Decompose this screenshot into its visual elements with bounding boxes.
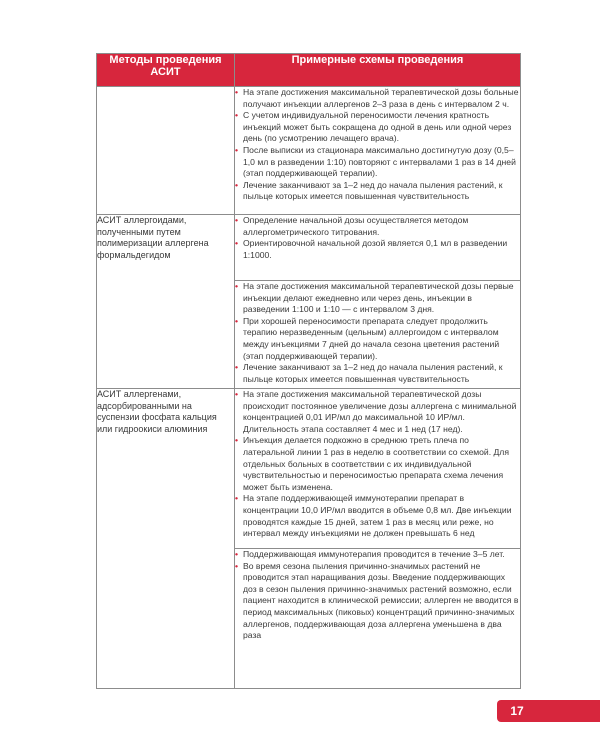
header-methods: Методы проведения АСИТ [97,54,235,87]
list-item-text: Определение начальной дозы осуществляется методом аллергометрического титрования. [243,215,469,237]
schema-list [235,215,520,261]
table-header-row [97,54,521,87]
schema-list [235,549,520,642]
list-item [235,316,520,362]
list-item [235,180,520,203]
method-cell: АСИТ аллергенами, адсорбированными на суспензии фосфата кальция или гидроокиси алюминия [97,389,235,689]
list-item-text: На этапе достижения максимальной терапевтической дозы происходит постоянное увеличение дозы аллергена с минимальной концентрацией 0,01 ИР/мл до максимальной 10 ИР/мл. Длительность этапа составляет 4 мес и 1 нед (17 нед). [243,389,517,434]
list-item-text: На этапе достижения максимальной терапевтической дозы первые инъекции делают ежедневно или через день, инъекции в разведении 1:100 и 1:10 — с интервалом 3 дня. [243,281,514,315]
list-item [235,435,520,493]
list-item-text: На этапе поддерживающей иммунотерапии препарат в концентрации 10,0 ИР/мл вводится в объеме 0,8 мл. Две инъекции проводятся каждые 15 дней, затем 1 раз в месяц или реже, но интервал между инъекциями не должен превышать 6 нед [243,493,512,539]
table-row [97,87,521,215]
list-item [235,87,520,110]
page-corner-band [527,700,600,722]
schema-cell [235,215,521,281]
header-schemes: Примерные схемы проведения [235,54,521,87]
bullet-icon: • [235,144,239,155]
list-item [235,215,520,238]
list-item-text: Лечение заканчивают за 1–2 нед до начала пыления растений, к пыльце которых имеется повышенная чувствительность [243,179,503,202]
schema-cell [235,87,521,215]
list-item-text: При хорошей переносимости препарата следует продолжить терапию неразведенным (цельным) аллергоидом с интервалом между инъекциями 7 дней до начала сезона цветения растений (этап поддерживающей терапии). [243,315,500,361]
schema-cell [235,281,521,389]
bullet-icon: • [235,215,239,225]
bullet-icon: • [235,238,239,249]
list-item [235,561,520,642]
bullet-icon: • [235,549,239,559]
bullet-icon: • [235,179,239,190]
list-item [235,238,520,261]
table-row [97,215,521,281]
schema-list [235,87,520,203]
list-item-text: Лечение заканчивают за 1–2 нед до начала пыления растений, к пыльце которых имеется повышенная чувствительность [243,362,503,384]
bullet-icon: • [235,315,239,326]
schemes-table [96,53,521,689]
bullet-icon: • [235,435,239,446]
list-item [235,110,520,145]
method-cell [97,87,235,215]
schema-list [235,281,520,385]
bullet-icon: • [235,110,239,121]
bullet-icon: • [235,281,239,291]
table-body [97,87,521,689]
list-item-text: Во время сезона пыления причинно-значимых растений не проводится этап наращивания дозы. Введение поддерживающих доз в сезон пыления причинно-значимых растений возможно, если пациент находится в клинической ремиссии; аллерген не вводится в период максимальных (пиковых) концентраций причинно-значимых аллергенов, поддерживающая доза аллергена уменьшена в два раза [243,560,519,641]
table-row [97,389,521,549]
bullet-icon: • [235,389,239,399]
schema-cell [235,389,521,549]
list-item [235,389,520,435]
list-item-text: На этапе достижения максимальной терапевтической дозы больные получают инъекции аллергенов 2–3 раза в день с интервалом 2 ч. [243,87,519,109]
list-item [235,145,520,180]
bullet-icon: • [235,560,239,571]
page-number: 17 [497,700,537,722]
bullet-icon: • [235,87,239,97]
list-item [235,362,520,385]
list-item-text: Поддерживающая иммунотерапия проводится в течение 3–5 лет. [243,549,505,559]
list-item [235,549,520,561]
list-item-text: После выписки из стационара максимально достигнутую дозу (0,5–1,0 мл в разведении 1:10) повторяют с интервалами 1 раз в 14 дней (этап поддерживающей терапии). [243,144,516,179]
method-cell: АСИТ аллергоидами, полученными путем полимеризации аллергена формальдегидом [97,215,235,389]
bullet-icon: • [235,362,239,373]
bullet-icon: • [235,493,239,504]
list-item-text: Ориентировочной начальной дозой является 0,1 мл в разведении 1:1000. [243,238,508,260]
list-item [235,281,520,316]
schema-cell [235,549,521,689]
list-item [235,493,520,539]
list-item-text: Инъекция делается подкожно в среднюю треть плеча по латеральной линии 1 раз в неделю в соответствии со схемой. Для отдельных больных в соответствии с их индивидуальной чувствительностью и переносимостью препарата схема лечения может быть изменена. [243,435,509,492]
list-item-text: С учетом индивидуальной переносимости лечения кратность инъекций может быть сокращена до одной в день или одной через день (по усмотрению лечащего врача). [243,110,512,144]
schema-list [235,389,520,540]
